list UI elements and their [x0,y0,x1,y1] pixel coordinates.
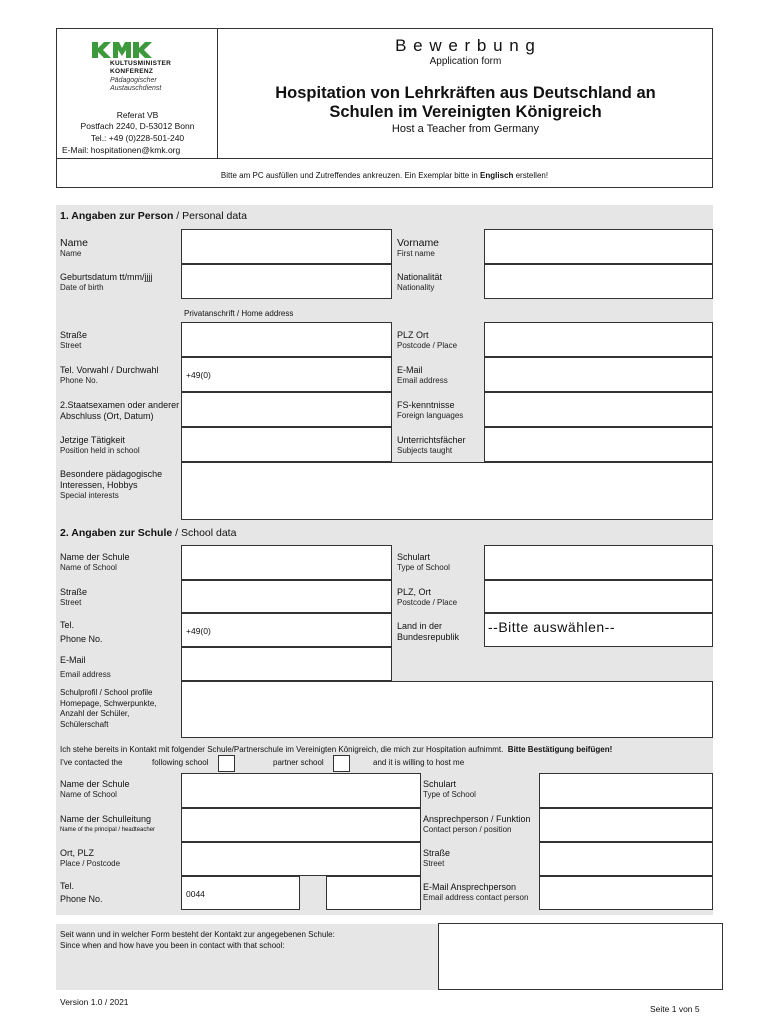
home-address-label: Privatanschrift / Home address [184,309,294,318]
school-name-input[interactable] [181,545,392,580]
section2-title: 2. Angaben zur Schule / School data [60,527,237,539]
exam-label: 2.Staatsexamen oder anderer Abschluss (Ort, Datum) [60,400,180,421]
contact-line-en-1: I've contacted the [60,758,123,767]
school-email-label: E-Mail Email address [60,655,111,679]
subjects-input[interactable] [484,427,713,462]
street-label: Straße Street [60,330,88,350]
main-title-line-1: Hospitation von Lehrkräften aus Deutschland an [275,84,656,102]
exam-input[interactable] [181,392,392,427]
languages-label: FS-kenntnisse Foreign languages [397,400,464,420]
school-street-label: Straße Street [60,587,88,607]
email-label-person: E-Mail Email address [397,365,448,385]
dob-input[interactable] [181,264,392,299]
host-street-input[interactable] [539,842,713,876]
host-tel-input[interactable]: 0044 [181,876,300,910]
contact-line-en-4: and it is willing to host me [373,758,465,767]
host-type-input[interactable] [539,773,713,808]
logo-text-1: KULTUSMINISTER [110,60,172,67]
contact-line-en-2: following school [152,758,209,767]
logo-text-2: KONFERENZ [110,68,154,75]
contact-intro: Ich stehe bereits in Kontakt mit folgender Schule/Partnerschule im Vereinigten Königreich, die mich zur Hospitation aufnimmt. Bitte Bestätigung beifügen! [60,745,613,754]
plz-label: PLZ Ort Postcode / Place [397,330,458,350]
since-label: Seit wann und in welcher Form besteht der Kontakt zur angegebenen Schule: Since when and how have you been in contact with that school: [60,930,335,950]
vorname-input[interactable] [484,229,713,264]
nationality-label: Nationalität Nationality [397,272,443,292]
since-input[interactable] [438,923,723,990]
land-select[interactable]: --Bitte auswählen-- [484,613,713,647]
contact-email-label: E-Mail Ansprechperson Email address contact person [423,882,529,902]
tel-input-person[interactable]: +49(0) [181,357,392,392]
interests-label: Besondere pädagogische Interessen, Hobbys Special interests [60,469,163,500]
position-label: Jetzige Tätigkeit Position held in school [60,435,140,455]
land-label: Land in der Bundesrepublik [397,621,460,642]
contact-person-label: Ansprechperson / Funktion Contact person / position [423,814,531,834]
instruction-text: Bitte am PC ausfüllen und Zutreffendes ankreuzen. Ein Exemplar bitte in Englisch erstellen! [220,171,549,180]
school-type-input[interactable] [484,545,713,580]
contact-email-input[interactable] [539,876,713,910]
host-type-label: Schulart Type of School [423,779,476,799]
host-tel-label: Tel. Phone No. [60,881,103,904]
following-school-checkbox[interactable] [218,755,235,772]
interests-input[interactable] [181,462,713,520]
nationality-input[interactable] [484,264,713,299]
host-school-input[interactable] [181,773,421,808]
name-input[interactable] [181,229,392,264]
partner-school-checkbox[interactable] [333,755,350,772]
email-label: E-Mail: hospitationen@kmk.org [62,145,181,155]
school-street-input[interactable] [181,580,392,613]
host-school-label: Name der Schule Name of School [60,779,130,799]
school-tel-label: Tel. Phone No. [60,620,103,644]
contact-person-input[interactable] [539,808,713,842]
host-tel-extension-input[interactable] [326,876,421,910]
version-label: Version 1.0 / 2021 [60,997,129,1007]
page-number: Seite 1 von 5 [650,1004,700,1014]
kmk-logo [92,42,152,58]
logo-text-3: Pädagogischer [110,77,157,84]
school-email-input[interactable] [181,647,392,681]
referat-label: Referat VB [116,110,159,120]
principal-label: Name der Schulleitung Name of the principal / headteacher [60,814,156,833]
name-label: Name Name [60,237,89,258]
school-tel-input[interactable]: +49(0) [181,613,392,647]
vorname-label: Vorname First name [397,237,440,258]
plz-input[interactable] [484,322,713,357]
header-divider-horizontal [56,158,713,159]
tel-label-person: Tel. Vorwahl / Durchwahl Phone No. [60,365,159,385]
form-subtitle: Application form [429,56,502,67]
dob-label: Geburtsdatum tt/mm/jjjj Date of birth [60,272,153,292]
form-title: B e w e r b u n g [395,36,536,55]
host-plz-label: Ort, PLZ Place / Postcode [60,848,121,868]
section1-title: 1. Angaben zur Person / Personal data [60,210,247,222]
languages-input[interactable] [484,392,713,427]
subjects-label: Unterrichtsfächer Subjects taught [397,435,466,455]
school-profile-label: Schulprofil / School profile Homepage, Schwerpunkte, Anzahl der Schüler, Schülerschaft [60,688,157,729]
host-street-label: Straße Street [423,848,451,868]
school-plz-label: PLZ, Ort Postcode / Place [397,587,458,607]
principal-input[interactable] [181,808,421,842]
school-name-label: Name der Schule Name of School [60,552,130,572]
street-input[interactable] [181,322,392,357]
host-plz-input[interactable] [181,842,421,876]
tel-label: Tel.: +49 (0)228-501-240 [90,133,185,143]
position-input[interactable] [181,427,392,462]
school-profile-input[interactable] [181,681,713,738]
address-label: Postfach 2240, D-53012 Bonn [80,121,195,131]
main-title-line-2: Schulen im Vereinigten Königreich [329,103,602,121]
logo-text-4: Austauschdienst [110,85,162,92]
main-title-en: Host a Teacher from Germany [391,123,540,135]
contact-line-en-3: partner school [273,758,324,767]
school-type-label: Schulart Type of School [397,552,450,572]
school-plz-input[interactable] [484,580,713,613]
email-input-person[interactable] [484,357,713,392]
